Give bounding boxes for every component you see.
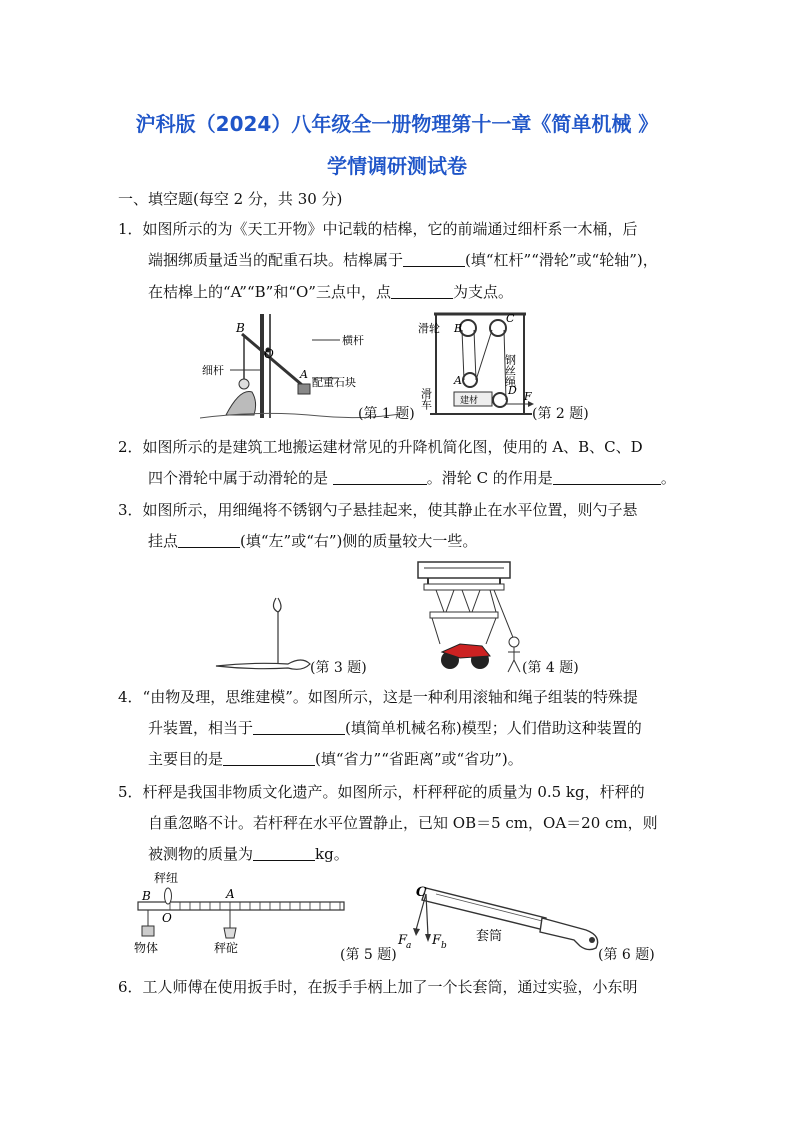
q1-text: 端捆绑质量适当的配重石块。桔槔属于 xyxy=(148,251,404,269)
fig2-label-c: C xyxy=(506,312,515,325)
question-5-line-3 xyxy=(148,843,349,864)
answer-blank[interactable] xyxy=(253,846,315,861)
question-6-line-1: 6．工人师傅在使用扳手时，在扳手手柄上加了一个长套筒，通过实验，小东明 xyxy=(118,978,638,996)
answer-blank[interactable] xyxy=(223,751,315,766)
fig5-label-object: 物体 xyxy=(134,941,159,955)
question-3-line-1: 3．如图所示，用细绳将不锈钢勺子悬挂起来，使其静止在水平位置，则勺子悬 xyxy=(118,501,638,519)
fig2-label-cart: 滑车 xyxy=(419,388,433,410)
fig6-label-fb: F xyxy=(432,933,442,948)
fig1-label-rod: 横杆 xyxy=(342,334,364,347)
fig6-label-c: C xyxy=(416,885,427,900)
figure-3-caption: (第 3 题) xyxy=(310,660,367,676)
answer-blank[interactable] xyxy=(333,470,427,485)
question-1-line-1: 1．如图所示的为《天工开物》中记载的桔槔，它的前端通过细杆系一木桶，后 xyxy=(118,220,638,238)
question-1-line-2 xyxy=(148,249,658,270)
section-heading: 一、填空题(每空 2 分，共 30 分) xyxy=(118,190,343,208)
page-subtitle: 学情调研测试卷 xyxy=(327,154,467,178)
question-2-line-1: 2．如图所示的是建筑工地搬运建材常见的升降机简化图，使用的 A、B、C、D xyxy=(118,438,643,456)
figure-6-caption: (第 6 题) xyxy=(598,947,655,963)
q3-text: (填“左”或“右”)侧的质量较大一些。 xyxy=(240,532,478,550)
fig2-label-material: 建材 xyxy=(460,396,479,406)
q5-text: kg。 xyxy=(315,845,349,863)
fig6-label-sleeve: 套筒 xyxy=(476,929,503,944)
fig2-label-cable: 钢丝绳 xyxy=(503,354,517,387)
q4-text: (填“省力”“省距离”或“省功”)。 xyxy=(315,750,523,768)
q2-text: 。滑轮 C 的作用是 xyxy=(426,469,553,487)
q5-text: 被测物的质量为 xyxy=(148,845,254,863)
fig5-label-a: A xyxy=(226,887,235,901)
fig5-label-weight: 秤砣 xyxy=(214,941,239,955)
fig6-label-fa: F xyxy=(398,933,408,948)
question-4-line-3 xyxy=(148,748,523,769)
q3-text: 挂点 xyxy=(148,532,179,550)
answer-blank[interactable] xyxy=(403,252,465,267)
q1-text: 在桔槔上的“A”“B”和“O”三点中，点 xyxy=(148,283,391,301)
figure-4-caption: (第 4 题) xyxy=(522,660,579,676)
fig2-label-f: F xyxy=(524,390,532,403)
fig5-label-b: B xyxy=(142,889,151,903)
question-1-line-3 xyxy=(148,281,513,302)
q4-text: 主要目的是 xyxy=(148,750,224,768)
figure-2-caption: (第 2 题) xyxy=(532,406,589,422)
fig1-label-stone: 配重石块 xyxy=(312,376,356,389)
figure-5-caption: (第 5 题) xyxy=(340,947,397,963)
question-5-line-1: 5．杆秤是我国非物质文化遗产。如图所示，杆秤秤砣的质量为 0.5 kg，杆秤的 xyxy=(118,783,645,801)
fig5-label-o: O xyxy=(162,911,172,925)
figure-2-lift xyxy=(414,308,544,420)
page-title: 沪科版（2024）八年级全一册物理第十一章《简单机械 》 xyxy=(135,112,659,136)
fig2-label-b: B xyxy=(454,322,463,335)
fig1-label-a: A xyxy=(300,368,308,381)
question-3-line-2 xyxy=(148,530,477,551)
answer-blank[interactable] xyxy=(553,470,661,485)
q1-text: 为支点。 xyxy=(452,283,513,301)
q1-text: (填“杠杆”“滑轮”或“轮轴”)， xyxy=(465,251,658,269)
fig5-label-hook: 秤纽 xyxy=(154,871,179,885)
fig1-label-stick: 细杆 xyxy=(202,364,224,377)
figure-5-steelyard xyxy=(130,868,350,958)
question-2-line-2 xyxy=(148,467,676,488)
q2-text: 。 xyxy=(660,469,676,487)
question-5-line-2: 自重忽略不计。若杆秤在水平位置静止，已知 OB＝5 cm，OA＝20 cm，则 xyxy=(148,814,658,832)
fig6-label-fb-sub: b xyxy=(441,941,447,951)
answer-blank[interactable] xyxy=(178,533,240,548)
fig2-label-d: D xyxy=(508,384,517,397)
figure-1-caption: (第 1 题) xyxy=(358,406,415,422)
figure-6-wrench xyxy=(396,880,606,960)
q4-text: 升装置，相当于 xyxy=(148,719,254,737)
figure-3-spoon xyxy=(212,590,312,674)
fig1-label-o: O xyxy=(264,347,274,361)
question-4-line-2 xyxy=(148,717,642,738)
fig2-label-pulley: 滑轮 xyxy=(418,322,440,335)
fig2-label-a: A xyxy=(454,374,462,387)
q4-text: (填简单机械名称)模型；人们借助这种装置的 xyxy=(345,719,642,737)
answer-blank[interactable] xyxy=(391,284,453,299)
question-4-line-1: 4．“由物及理，思维建模”。如图所示，这是一种利用滚轴和绳子组装的特殊提 xyxy=(118,688,638,706)
q2-text: 四个滑轮中属于动滑轮的是 xyxy=(148,469,329,487)
answer-blank[interactable] xyxy=(253,720,345,735)
fig1-label-b: B xyxy=(236,321,245,335)
fig6-label-fa-sub: a xyxy=(406,941,412,951)
figure-4-roller-lift xyxy=(410,556,528,674)
